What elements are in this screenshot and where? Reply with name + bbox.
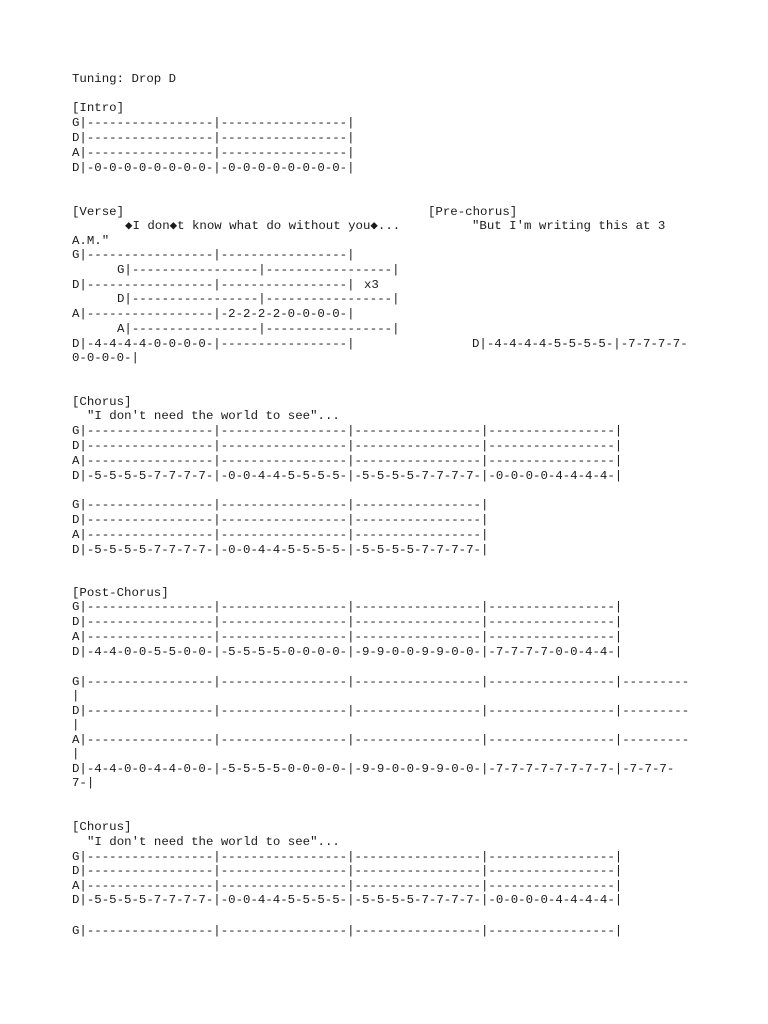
chorus1-a-string-2: A|-----------------|-----------------|-----------------| <box>72 528 489 542</box>
prechorus-d-string: D|-----------------|-----------------| <box>117 292 400 306</box>
chorus1-d-string: D|-----------------|-----------------|-----------------|-----------------| <box>72 439 623 453</box>
intro-d-string: D|-----------------|-----------------| <box>72 131 355 145</box>
chorus2-a-string: A|-----------------|-----------------|-----------------|-----------------| <box>72 879 623 893</box>
chorus2-g-string: G|-----------------|-----------------|-----------------|-----------------| <box>72 850 623 864</box>
chorus1-g-string-2: G|-----------------|-----------------|-----------------| <box>72 498 489 512</box>
verse-low-d-string: D|-4-4-4-4-0-0-0-0-|-----------------| <box>72 337 355 351</box>
chorus1-low-d-string: D|-5-5-5-5-7-7-7-7-|-0-0-4-4-5-5-5-5-|-5-5-5-5-7-7-7-7-|-0-0-0-0-4-4-4-4-| <box>72 469 623 483</box>
chorus2-low-d-string: D|-5-5-5-5-7-7-7-7-|-0-0-4-4-5-5-5-5-|-5-5-5-5-7-7-7-7-|-0-0-0-0-4-4-4-4-| <box>72 893 623 907</box>
chorus1-low-d-string-2: D|-5-5-5-5-7-7-7-7-|-0-0-4-4-5-5-5-5-|-5-5-5-5-7-7-7-7-| <box>72 543 489 557</box>
postchorus-low-d-string-2: D|-4-4-0-0-4-4-0-0-|-5-5-5-5-0-0-0-0-|-9-9-0-0-9-9-0-0-|-7-7-7-7-7-7-7-7-|-7-7-7- <box>72 762 675 776</box>
chorus2-heading: [Chorus] <box>72 820 132 834</box>
postchorus-d-string-2-wrap: | <box>72 718 80 732</box>
prechorus-heading: [Pre-chorus] <box>428 205 518 219</box>
postchorus-d-string-2: D|-----------------|-----------------|-----------------|-----------------|--------- <box>72 704 690 718</box>
prechorus-g-string: G|-----------------|-----------------| <box>117 263 400 277</box>
postchorus-a-string: A|-----------------|-----------------|-----------------|-----------------| <box>72 630 623 644</box>
postchorus-low-d-string-2-wrap: 7-| <box>72 776 95 790</box>
postchorus-heading: [Post-Chorus] <box>72 586 169 600</box>
verse-a-string: A|-----------------|-2-2-2-2-0-0-0-0-| <box>72 307 355 321</box>
chorus1-a-string: A|-----------------|-----------------|-----------------|-----------------| <box>72 454 623 468</box>
chorus1-g-string: G|-----------------|-----------------|-----------------|-----------------| <box>72 424 623 438</box>
tuning-label: Tuning: Drop D <box>72 72 177 86</box>
verse-heading: [Verse] <box>72 205 125 219</box>
prechorus-low-d-string-line2: 0-0-0-0-| <box>72 351 139 365</box>
postchorus-d-string: D|-----------------|-----------------|-----------------|-----------------| <box>72 615 623 629</box>
verse-repeat-marker: x3 <box>364 278 379 292</box>
chorus2-g-string-2: G|-----------------|-----------------|-----------------|-----------------| <box>72 924 623 938</box>
prechorus-lyric-line2: A.M." <box>72 234 110 248</box>
chorus2-lyric: "I don't need the world to see"... <box>87 835 340 849</box>
chorus1-d-string-2: D|-----------------|-----------------|-----------------| <box>72 513 489 527</box>
verse-g-string: G|-----------------|-----------------| <box>72 248 355 262</box>
chorus1-heading: [Chorus] <box>72 395 132 409</box>
postchorus-a-string-2: A|-----------------|-----------------|-----------------|-----------------|--------- <box>72 733 690 747</box>
verse-lyric: ◆I don◆t know what do without you◆... <box>125 219 401 233</box>
postchorus-g-string-2: G|-----------------|-----------------|-----------------|-----------------|--------- <box>72 675 690 689</box>
prechorus-low-d-string-line1: D|-4-4-4-4-5-5-5-5-|-7-7-7-7- <box>472 337 688 351</box>
prechorus-lyric-line1: "But I'm writing this at 3 <box>472 219 666 233</box>
intro-heading: [Intro] <box>72 101 125 115</box>
verse-d-string: D|-----------------|-----------------| <box>72 278 355 292</box>
intro-g-string: G|-----------------|-----------------| <box>72 116 355 130</box>
postchorus-g-string-2-wrap: | <box>72 689 80 703</box>
chorus1-lyric: "I don't need the world to see"... <box>87 409 340 423</box>
prechorus-a-string: A|-----------------|-----------------| <box>117 322 400 336</box>
postchorus-low-d-string: D|-4-4-0-0-5-5-0-0-|-5-5-5-5-0-0-0-0-|-9-9-0-0-9-9-0-0-|-7-7-7-7-0-0-4-4-| <box>72 645 623 659</box>
intro-low-d-string: D|-0-0-0-0-0-0-0-0-|-0-0-0-0-0-0-0-0-| <box>72 161 355 175</box>
postchorus-g-string: G|-----------------|-----------------|-----------------|-----------------| <box>72 600 623 614</box>
postchorus-a-string-2-wrap: | <box>72 747 80 761</box>
intro-a-string: A|-----------------|-----------------| <box>72 146 355 160</box>
chorus2-d-string: D|-----------------|-----------------|-----------------|-----------------| <box>72 864 623 878</box>
